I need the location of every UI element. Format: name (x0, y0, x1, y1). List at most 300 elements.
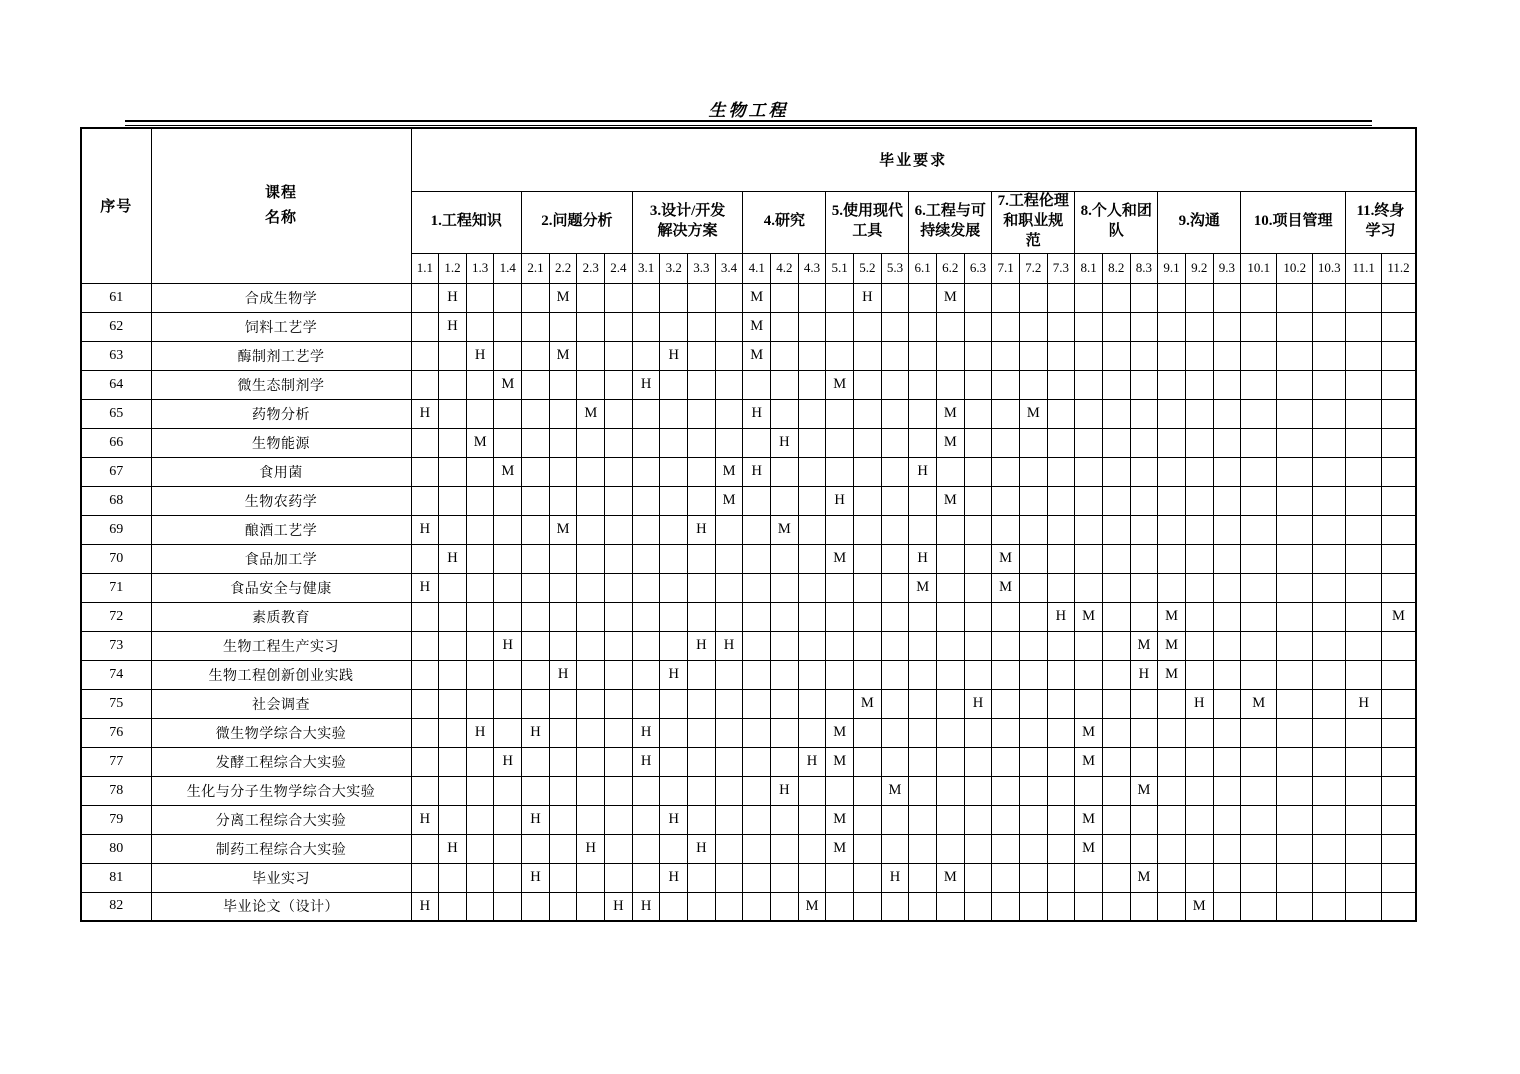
course-number-cell: 69 (81, 515, 151, 544)
course-name-cell: 生物农药学 (151, 486, 411, 515)
mark-cell-9.1 (1158, 341, 1186, 370)
mark-cell-9.3 (1213, 776, 1241, 805)
mark-cell-3.1 (632, 689, 660, 718)
mark-cell-2.2 (549, 399, 577, 428)
mark-cell-9.1 (1158, 863, 1186, 892)
mark-cell-9.1 (1158, 312, 1186, 341)
mark-cell-4.1 (743, 631, 771, 660)
mark-cell-2.2: M (549, 283, 577, 312)
mark-cell-7.2 (1019, 892, 1047, 921)
mark-cell-3.3 (688, 341, 716, 370)
mark-cell-9.2 (1185, 660, 1213, 689)
mark-cell-10.1 (1241, 718, 1277, 747)
mark-cell-11.2 (1382, 834, 1416, 863)
mark-cell-4.3 (798, 312, 826, 341)
table-row (81, 718, 1416, 747)
mark-cell-1.4 (494, 602, 522, 631)
mark-cell-7.1 (992, 602, 1020, 631)
table-row (81, 341, 1416, 370)
mark-cell-8.3: H (1130, 660, 1158, 689)
mark-cell-5.3 (881, 312, 909, 341)
mark-cell-7.3 (1047, 428, 1075, 457)
mark-cell-3.4 (715, 399, 743, 428)
mark-cell-5.3 (881, 544, 909, 573)
col-header-sub-4.3: 4.3 (798, 253, 826, 283)
col-header-sub-5.3: 5.3 (881, 253, 909, 283)
mark-cell-5.2 (854, 399, 882, 428)
mark-cell-2.4 (605, 718, 633, 747)
mark-cell-10.1 (1241, 399, 1277, 428)
curriculum-matrix-table (80, 127, 1417, 922)
mark-cell-8.2 (1102, 573, 1130, 602)
mark-cell-5.1 (826, 660, 854, 689)
course-number-cell: 79 (81, 805, 151, 834)
mark-cell-3.1 (632, 457, 660, 486)
mark-cell-4.2 (771, 573, 799, 602)
mark-cell-8.2 (1102, 486, 1130, 515)
mark-cell-4.1: H (743, 457, 771, 486)
mark-cell-11.2 (1382, 631, 1416, 660)
mark-cell-8.2 (1102, 515, 1130, 544)
mark-cell-2.2 (549, 805, 577, 834)
mark-cell-4.2: H (771, 428, 799, 457)
mark-cell-8.2 (1102, 602, 1130, 631)
mark-cell-6.1: M (909, 573, 937, 602)
mark-cell-8.1 (1075, 631, 1103, 660)
mark-cell-5.2 (854, 428, 882, 457)
mark-cell-11.2 (1382, 660, 1416, 689)
mark-cell-10.1 (1241, 776, 1277, 805)
mark-cell-7.1 (992, 370, 1020, 399)
mark-cell-6.3 (964, 370, 992, 399)
mark-cell-6.2: M (936, 486, 964, 515)
mark-cell-6.2: M (936, 863, 964, 892)
mark-cell-1.3: H (466, 718, 494, 747)
col-header-sub-4.1: 4.1 (743, 253, 771, 283)
mark-cell-2.2 (549, 718, 577, 747)
mark-cell-9.1: M (1158, 602, 1186, 631)
mark-cell-4.1: M (743, 312, 771, 341)
mark-cell-6.2: M (936, 283, 964, 312)
mark-cell-11.2 (1382, 457, 1416, 486)
mark-cell-8.2 (1102, 399, 1130, 428)
mark-cell-1.1: H (411, 399, 439, 428)
mark-cell-10.3 (1313, 312, 1346, 341)
mark-cell-9.2 (1185, 399, 1213, 428)
col-header-graduation-requirements: 毕业要求 (411, 128, 1416, 191)
mark-cell-2.1 (522, 660, 550, 689)
course-name-cell: 毕业实习 (151, 863, 411, 892)
mark-cell-2.1: H (522, 863, 550, 892)
col-header-group-7: 7.工程伦理 和职业规 范 (992, 191, 1075, 253)
mark-cell-4.2 (771, 602, 799, 631)
mark-cell-6.1 (909, 631, 937, 660)
mark-cell-7.1 (992, 428, 1020, 457)
mark-cell-9.1 (1158, 370, 1186, 399)
mark-cell-6.3: H (964, 689, 992, 718)
mark-cell-8.3: M (1130, 631, 1158, 660)
mark-cell-3.4 (715, 515, 743, 544)
mark-cell-9.1 (1158, 283, 1186, 312)
mark-cell-1.3 (466, 370, 494, 399)
mark-cell-10.3 (1313, 863, 1346, 892)
mark-cell-2.4 (605, 689, 633, 718)
col-header-sub-10.3: 10.3 (1313, 253, 1346, 283)
mark-cell-5.1 (826, 863, 854, 892)
mark-cell-2.1 (522, 515, 550, 544)
mark-cell-7.2 (1019, 486, 1047, 515)
mark-cell-1.4 (494, 776, 522, 805)
mark-cell-9.2: H (1185, 689, 1213, 718)
mark-cell-2.2: H (549, 660, 577, 689)
mark-cell-10.2 (1277, 428, 1313, 457)
mark-cell-6.2 (936, 892, 964, 921)
mark-cell-8.2 (1102, 834, 1130, 863)
mark-cell-2.3 (577, 428, 605, 457)
mark-cell-8.1 (1075, 312, 1103, 341)
mark-cell-11.1 (1346, 834, 1382, 863)
mark-cell-7.1 (992, 892, 1020, 921)
mark-cell-8.3 (1130, 283, 1158, 312)
mark-cell-10.1 (1241, 573, 1277, 602)
mark-cell-8.2 (1102, 776, 1130, 805)
mark-cell-9.3 (1213, 312, 1241, 341)
mark-cell-2.1 (522, 486, 550, 515)
mark-cell-8.2 (1102, 428, 1130, 457)
course-number-cell: 64 (81, 370, 151, 399)
mark-cell-2.3 (577, 341, 605, 370)
mark-cell-3.2 (660, 573, 688, 602)
mark-cell-10.3 (1313, 486, 1346, 515)
mark-cell-4.3 (798, 341, 826, 370)
mark-cell-10.1 (1241, 544, 1277, 573)
mark-cell-9.1 (1158, 747, 1186, 776)
course-number-cell: 62 (81, 312, 151, 341)
mark-cell-11.1 (1346, 283, 1382, 312)
mark-cell-6.3 (964, 399, 992, 428)
mark-cell-7.3 (1047, 457, 1075, 486)
mark-cell-4.1 (743, 428, 771, 457)
mark-cell-3.1 (632, 515, 660, 544)
mark-cell-9.2 (1185, 312, 1213, 341)
mark-cell-4.1 (743, 544, 771, 573)
mark-cell-1.4 (494, 428, 522, 457)
mark-cell-4.2 (771, 892, 799, 921)
mark-cell-6.1 (909, 428, 937, 457)
mark-cell-4.2: M (771, 515, 799, 544)
mark-cell-9.3 (1213, 863, 1241, 892)
mark-cell-5.2 (854, 834, 882, 863)
mark-cell-6.3 (964, 892, 992, 921)
mark-cell-11.1 (1346, 863, 1382, 892)
col-header-sub-10.1: 10.1 (1241, 253, 1277, 283)
mark-cell-2.3 (577, 312, 605, 341)
mark-cell-9.2 (1185, 283, 1213, 312)
mark-cell-9.2 (1185, 544, 1213, 573)
mark-cell-4.1 (743, 863, 771, 892)
mark-cell-9.3 (1213, 602, 1241, 631)
mark-cell-9.2 (1185, 370, 1213, 399)
mark-cell-7.3 (1047, 805, 1075, 834)
mark-cell-5.1 (826, 283, 854, 312)
mark-cell-9.2 (1185, 602, 1213, 631)
mark-cell-2.4 (605, 428, 633, 457)
mark-cell-8.1 (1075, 892, 1103, 921)
mark-cell-6.2 (936, 312, 964, 341)
mark-cell-5.2 (854, 457, 882, 486)
col-header-sub-2.2: 2.2 (549, 253, 577, 283)
mark-cell-8.2 (1102, 660, 1130, 689)
col-header-group-5: 5.使用现代 工具 (826, 191, 909, 253)
mark-cell-3.1: H (632, 718, 660, 747)
mark-cell-7.3 (1047, 689, 1075, 718)
mark-cell-8.3 (1130, 573, 1158, 602)
mark-cell-2.3 (577, 631, 605, 660)
mark-cell-9.3 (1213, 341, 1241, 370)
table-row (81, 312, 1416, 341)
mark-cell-8.2 (1102, 805, 1130, 834)
mark-cell-7.1 (992, 776, 1020, 805)
mark-cell-1.4: H (494, 631, 522, 660)
mark-cell-1.2 (439, 341, 467, 370)
mark-cell-7.1 (992, 312, 1020, 341)
mark-cell-7.3 (1047, 573, 1075, 602)
mark-cell-4.1 (743, 602, 771, 631)
mark-cell-5.3 (881, 834, 909, 863)
mark-cell-9.2 (1185, 718, 1213, 747)
col-header-sub-1.3: 1.3 (466, 253, 494, 283)
mark-cell-1.2 (439, 631, 467, 660)
col-header-sub-8.2: 8.2 (1102, 253, 1130, 283)
mark-cell-7.1 (992, 283, 1020, 312)
course-number-cell: 71 (81, 573, 151, 602)
col-header-sub-5.2: 5.2 (854, 253, 882, 283)
mark-cell-11.2 (1382, 399, 1416, 428)
mark-cell-4.3 (798, 428, 826, 457)
mark-cell-7.3 (1047, 283, 1075, 312)
mark-cell-6.1 (909, 283, 937, 312)
mark-cell-1.3 (466, 312, 494, 341)
mark-cell-4.1 (743, 370, 771, 399)
mark-cell-1.4 (494, 718, 522, 747)
mark-cell-1.2 (439, 486, 467, 515)
table-row (81, 486, 1416, 515)
col-header-group-6: 6.工程与可 持续发展 (909, 191, 992, 253)
mark-cell-1.4 (494, 689, 522, 718)
mark-cell-9.1: M (1158, 660, 1186, 689)
mark-cell-8.3 (1130, 834, 1158, 863)
mark-cell-9.3 (1213, 805, 1241, 834)
header-row-top (81, 128, 1416, 191)
col-header-sub-2.1: 2.1 (522, 253, 550, 283)
mark-cell-2.2 (549, 486, 577, 515)
col-header-group-3: 3.设计/开发 解决方案 (632, 191, 743, 253)
mark-cell-10.2 (1277, 312, 1313, 341)
mark-cell-7.1 (992, 631, 1020, 660)
mark-cell-1.4: M (494, 370, 522, 399)
mark-cell-5.3 (881, 718, 909, 747)
course-name-cell: 社会调查 (151, 689, 411, 718)
mark-cell-9.1 (1158, 399, 1186, 428)
mark-cell-5.1: M (826, 544, 854, 573)
mark-cell-1.1 (411, 486, 439, 515)
mark-cell-6.1 (909, 747, 937, 776)
mark-cell-6.1: H (909, 544, 937, 573)
mark-cell-5.1: H (826, 486, 854, 515)
mark-cell-8.2 (1102, 341, 1130, 370)
mark-cell-4.3 (798, 544, 826, 573)
table-row (81, 776, 1416, 805)
mark-cell-5.1 (826, 573, 854, 602)
mark-cell-2.3 (577, 892, 605, 921)
mark-cell-8.3 (1130, 602, 1158, 631)
mark-cell-8.1 (1075, 457, 1103, 486)
mark-cell-8.2 (1102, 689, 1130, 718)
mark-cell-6.2 (936, 457, 964, 486)
mark-cell-3.4 (715, 718, 743, 747)
course-number-cell: 63 (81, 341, 151, 370)
mark-cell-2.1 (522, 399, 550, 428)
mark-cell-3.2 (660, 602, 688, 631)
mark-cell-3.4 (715, 834, 743, 863)
col-header-sub-1.1: 1.1 (411, 253, 439, 283)
mark-cell-3.1 (632, 602, 660, 631)
mark-cell-3.4 (715, 428, 743, 457)
mark-cell-2.2 (549, 892, 577, 921)
mark-cell-11.2 (1382, 747, 1416, 776)
mark-cell-1.3 (466, 515, 494, 544)
mark-cell-3.1 (632, 573, 660, 602)
mark-cell-4.3 (798, 486, 826, 515)
table-row (81, 631, 1416, 660)
mark-cell-1.4 (494, 283, 522, 312)
course-number-cell: 76 (81, 718, 151, 747)
mark-cell-9.2 (1185, 863, 1213, 892)
mark-cell-9.3 (1213, 544, 1241, 573)
mark-cell-11.1 (1346, 805, 1382, 834)
mark-cell-5.1 (826, 689, 854, 718)
mark-cell-4.3 (798, 573, 826, 602)
mark-cell-11.2 (1382, 341, 1416, 370)
mark-cell-2.3 (577, 283, 605, 312)
mark-cell-6.1 (909, 515, 937, 544)
mark-cell-2.4 (605, 457, 633, 486)
col-header-sub-9.1: 9.1 (1158, 253, 1186, 283)
mark-cell-7.2 (1019, 544, 1047, 573)
mark-cell-7.1 (992, 747, 1020, 776)
mark-cell-6.3 (964, 805, 992, 834)
mark-cell-1.3 (466, 776, 494, 805)
col-header-sub-9.2: 9.2 (1185, 253, 1213, 283)
mark-cell-4.2 (771, 370, 799, 399)
mark-cell-3.3 (688, 486, 716, 515)
col-header-sub-7.2: 7.2 (1019, 253, 1047, 283)
mark-cell-8.1: M (1075, 602, 1103, 631)
mark-cell-8.3 (1130, 515, 1158, 544)
course-name-cell: 酶制剂工艺学 (151, 341, 411, 370)
mark-cell-5.3 (881, 660, 909, 689)
mark-cell-5.2 (854, 776, 882, 805)
mark-cell-8.1: M (1075, 718, 1103, 747)
mark-cell-8.3 (1130, 341, 1158, 370)
mark-cell-9.1 (1158, 689, 1186, 718)
mark-cell-8.1 (1075, 544, 1103, 573)
mark-cell-6.2 (936, 834, 964, 863)
mark-cell-1.3 (466, 747, 494, 776)
mark-cell-7.2 (1019, 573, 1047, 602)
mark-cell-5.1 (826, 457, 854, 486)
mark-cell-4.2 (771, 399, 799, 428)
col-header-index: 序号 (81, 128, 151, 283)
mark-cell-4.3 (798, 631, 826, 660)
mark-cell-7.3 (1047, 631, 1075, 660)
mark-cell-4.1: M (743, 341, 771, 370)
mark-cell-5.2 (854, 747, 882, 776)
mark-cell-11.1 (1346, 370, 1382, 399)
mark-cell-9.3 (1213, 718, 1241, 747)
mark-cell-9.2 (1185, 747, 1213, 776)
col-header-sub-6.3: 6.3 (964, 253, 992, 283)
mark-cell-9.1 (1158, 486, 1186, 515)
mark-cell-1.2 (439, 457, 467, 486)
mark-cell-2.1 (522, 747, 550, 776)
mark-cell-4.2 (771, 341, 799, 370)
mark-cell-8.2 (1102, 370, 1130, 399)
mark-cell-10.2 (1277, 805, 1313, 834)
mark-cell-2.4 (605, 776, 633, 805)
mark-cell-7.2 (1019, 312, 1047, 341)
mark-cell-6.3 (964, 486, 992, 515)
mark-cell-10.2 (1277, 718, 1313, 747)
mark-cell-3.4 (715, 573, 743, 602)
mark-cell-6.2 (936, 573, 964, 602)
mark-cell-3.2 (660, 834, 688, 863)
mark-cell-6.2 (936, 718, 964, 747)
matrix-header (81, 128, 1416, 283)
mark-cell-5.1 (826, 312, 854, 341)
course-name-cell: 微生物学综合大实验 (151, 718, 411, 747)
mark-cell-2.4 (605, 486, 633, 515)
mark-cell-10.1 (1241, 631, 1277, 660)
mark-cell-8.2 (1102, 863, 1130, 892)
mark-cell-6.1 (909, 834, 937, 863)
mark-cell-2.1 (522, 341, 550, 370)
mark-cell-3.3 (688, 544, 716, 573)
mark-cell-4.2 (771, 544, 799, 573)
mark-cell-1.3 (466, 660, 494, 689)
mark-cell-4.3: H (798, 747, 826, 776)
mark-cell-5.2 (854, 718, 882, 747)
mark-cell-3.4: M (715, 457, 743, 486)
mark-cell-6.2 (936, 689, 964, 718)
mark-cell-2.2: M (549, 515, 577, 544)
mark-cell-5.3 (881, 805, 909, 834)
mark-cell-2.1 (522, 428, 550, 457)
col-header-sub-6.1: 6.1 (909, 253, 937, 283)
mark-cell-2.1 (522, 834, 550, 863)
mark-cell-3.2 (660, 457, 688, 486)
mark-cell-3.1: H (632, 747, 660, 776)
header-rule (125, 120, 1372, 126)
mark-cell-1.2 (439, 689, 467, 718)
mark-cell-5.3 (881, 515, 909, 544)
mark-cell-9.1 (1158, 573, 1186, 602)
mark-cell-6.1 (909, 602, 937, 631)
mark-cell-2.1 (522, 602, 550, 631)
mark-cell-3.2 (660, 486, 688, 515)
mark-cell-7.2 (1019, 805, 1047, 834)
mark-cell-11.1: H (1346, 689, 1382, 718)
